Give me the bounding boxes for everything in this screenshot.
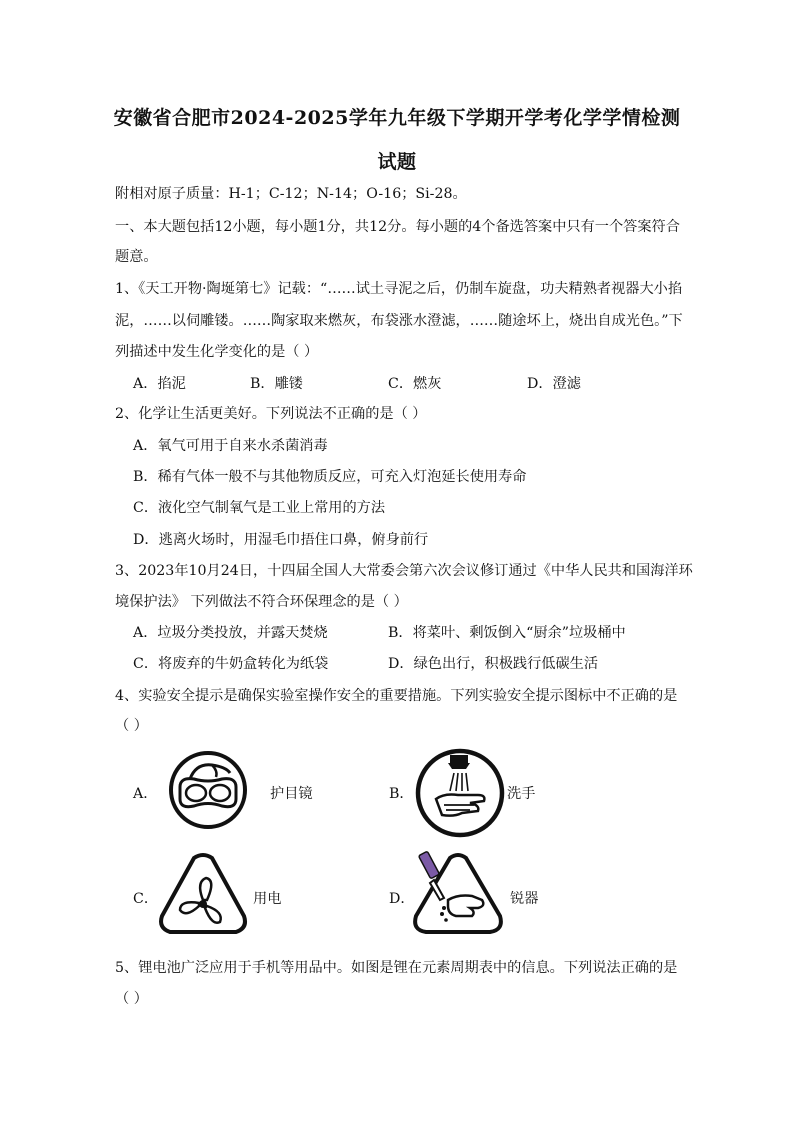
q1-stem: 1、《天工开物·陶埏第七》记载：“……试土寻泥之后，仍制车旋盘，功夫精熟者视器大小掐 — [115, 281, 683, 297]
goggles-icon — [160, 749, 256, 831]
q1-option-c: C．燃灰 — [388, 376, 442, 392]
q4-stem: 4、实验安全提示是确保实验室操作安全的重要措施。下列实验安全提示图标中不正确的是 — [115, 688, 678, 704]
q2-option-c: C．液化空气制氧气是工业上常用的方法 — [133, 500, 386, 516]
q4-option-a-label: 护目镜 — [270, 786, 313, 802]
q4-option-b-label: 洗手 — [507, 786, 536, 802]
q2-stem: 2、化学让生活更美好。下列说法不正确的是（ ） — [115, 406, 427, 422]
q3-option-a: A．垃圾分类投放，并露天焚烧 — [133, 625, 328, 641]
q4-option-d-letter: D． — [389, 891, 415, 907]
q3-option-d: D．绿色出行，积极践行低碳生活 — [388, 656, 599, 672]
section-instructions-continued: 题意。 — [115, 249, 158, 265]
q1-stem-line2: 泥，……以伺雕镂。……陶家取来燃灰，布袋涨水澄滤，……随途坏上，烧出自成光色。”下 — [115, 313, 683, 329]
wash-hands-icon — [414, 747, 506, 839]
page-title-continued: 试题 — [377, 151, 417, 173]
q1-option-b: B．雕镂 — [250, 376, 303, 392]
q3-option-c: C．将废弃的牛奶盒转化为纸袋 — [133, 656, 329, 672]
q2-option-d: D．逃离火场时，用湿毛巾捂住口鼻，俯身前行 — [133, 532, 429, 548]
fan-electricity-icon — [158, 852, 248, 936]
q4-option-b-letter: B． — [389, 786, 414, 802]
q3-stem-line2: 境保护法》 下列做法不符合环保理念的是（ ） — [115, 594, 408, 610]
q2-option-b: B．稀有气体一般不与其他物质反应，可充入灯泡延长使用寿命 — [133, 469, 527, 485]
q4-option-c-label: 用电 — [253, 891, 282, 907]
q5-stem-line2: （ ） — [115, 991, 148, 1007]
q1-option-d: D．澄滤 — [527, 376, 581, 392]
page-title: 安徽省合肥市2024-2025学年九年级下学期开学考化学学情检测 — [113, 107, 681, 129]
q4-stem-line2: （ ） — [115, 718, 148, 734]
q1-option-a: A．掐泥 — [133, 376, 186, 392]
q4-option-d-label: 锐器 — [510, 891, 539, 907]
sharp-object-icon — [412, 850, 504, 936]
q5-stem: 5、锂电池广泛应用于手机等用品中。如图是锂在元素周期表中的信息。下列说法正确的是 — [115, 960, 678, 976]
q4-option-c-letter: C． — [133, 891, 159, 907]
atomic-masses-note: 附相对原子质量：H-1；C-12；N-14；O-16；Si-28。 — [115, 186, 467, 202]
q1-stem-line3: 列描述中发生化学变化的是（ ） — [115, 344, 319, 360]
q2-option-a: A．氧气可用于自来水杀菌消毒 — [133, 438, 328, 454]
section-instructions: 一、本大题包括12小题，每小题1分，共12分。每小题的4个备选答案中只有一个答案符合 — [115, 219, 680, 235]
q4-option-a-letter: A． — [133, 786, 158, 802]
q3-option-b: B．将菜叶、剩饭倒入“厨余”垃圾桶中 — [388, 625, 626, 641]
q3-stem: 3、2023年10月24日，十四届全国人大常委会第六次会议修订通过《中华人民共和国海洋环 — [115, 563, 693, 579]
